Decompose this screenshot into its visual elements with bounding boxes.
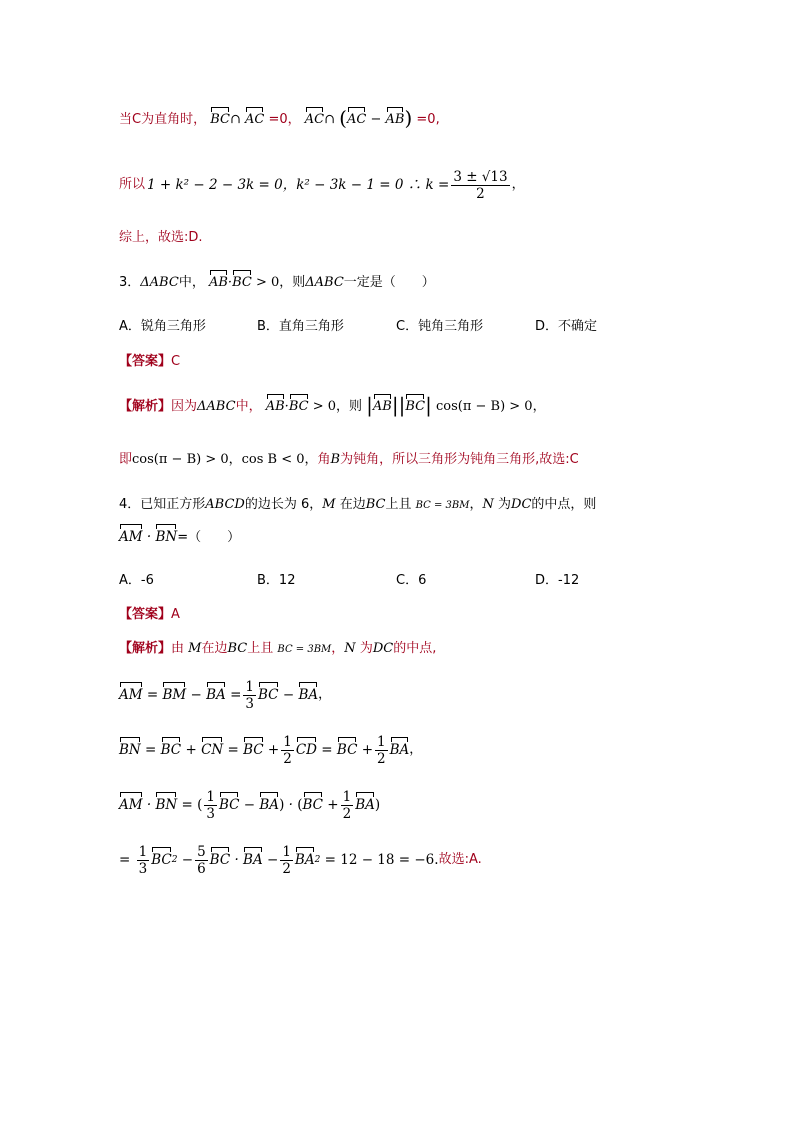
text-eq-zero-2: =0,: [416, 112, 440, 127]
q3-analysis-in: 中，: [235, 399, 262, 414]
q4-analysis-tag: 【解析】: [119, 641, 172, 656]
q3-triangle-2: ΔABC: [305, 275, 344, 290]
text-eq-zero-1: =0，: [268, 112, 301, 127]
q4-eq-blank: =（ ）: [177, 530, 241, 545]
q4-analysis-is: 为: [359, 641, 373, 656]
q3-analysis-gt: > 0，则: [312, 399, 362, 414]
q3-option-a: A．锐角三角形: [119, 319, 206, 334]
line-right-angle: [119, 108, 440, 130]
text-so: 所以: [119, 177, 146, 192]
q3-option-c: C．钝角三角形: [396, 319, 484, 334]
q4-analysis-by: 由: [171, 641, 185, 656]
q4-on-edge: 在边: [339, 497, 366, 512]
q4-analysis-on-edge: 在边: [201, 641, 228, 656]
q3-option-d: D．不确定: [535, 319, 598, 334]
q4-step-final: = $\frac{1}{3}$ BC 2 − $\frac{5}{6}$ BC · BA − $\frac{1}{2}$ BA 2 = 12 − 18 = −6. 故选:A.: [119, 843, 482, 877]
q4-bc: BC: [365, 497, 386, 512]
q3-analysis-1: [119, 395, 546, 417]
q3-tail: 一定是（ ）: [343, 275, 435, 290]
question-3: [119, 273, 435, 293]
q4-final-value: = 12 − 18 = −6.: [324, 852, 439, 868]
q3-analysis-expr: AB·BC: [266, 399, 309, 414]
q3-analysis-2: [119, 450, 579, 470]
q3-analysis-result: 为钝角，所以三角形为钝角三角形,故选:C: [340, 452, 579, 467]
q4-square: ABCD: [205, 497, 245, 512]
q4-prefix: 4．已知正方形: [119, 497, 206, 512]
q4-answer: [119, 605, 180, 625]
line-so-k: 所以 1 + k² − 2 − 3k = 0，k² − 3k − 1 = 0 ∴ k = $\frac{3 \pm √13}{2}$ ，: [119, 168, 525, 202]
q3-analysis-ie: 即: [119, 452, 133, 467]
q4-option-a: A．-6: [119, 573, 154, 588]
q3-triangle: ΔABC: [140, 275, 179, 290]
q3-analysis-abs: |AB||BC|: [366, 393, 432, 417]
q4-analysis-n: N: [344, 641, 356, 656]
q4-analysis-m: M: [188, 641, 202, 656]
q4-analysis-1: [119, 639, 436, 660]
expr-bc-dot-ac: BC∩ AC: [210, 112, 264, 127]
q3-analysis-b: B: [330, 452, 341, 467]
q3-analysis-triangle: ΔABC: [197, 399, 236, 414]
q4-step-am: AM = BM − BA = $\frac{1}{3}$ BC − BA ，: [119, 678, 332, 712]
q4-answer-tag: 【答案】: [119, 607, 172, 622]
q4-side: 的边长为 6，: [244, 497, 323, 512]
q4-dc: DC: [511, 497, 532, 512]
q4-expression: [119, 527, 240, 548]
text-when-right: 当C为直角时，: [119, 112, 207, 127]
q4-analysis-bc: BC: [227, 641, 248, 656]
q4-and: 上且: [385, 497, 412, 512]
q4-n: N: [482, 497, 494, 512]
q4-answer-value: A: [171, 607, 180, 622]
q3-answer-value: C: [171, 354, 181, 369]
q3-analysis-angle: 角: [317, 452, 331, 467]
q4-option-c: C．6: [396, 573, 427, 588]
q4-analysis-rel: BC = 3BM: [277, 644, 332, 655]
q3-analysis-tag: 【解析】: [119, 399, 172, 414]
question-4: [119, 495, 596, 516]
q4-m: M: [322, 497, 336, 512]
q4-midpoint: 的中点，则: [531, 497, 597, 512]
q3-analysis-cos2: cos(π − B) > 0，cos B < 0，: [132, 452, 318, 467]
fraction-k-num: 3 ± √13: [453, 168, 508, 185]
q4-rel: BC = 3BM: [415, 500, 470, 511]
q3-number: 3．: [119, 275, 141, 290]
q3-mid: 中，: [178, 275, 205, 290]
q4-step-product: AM · BN = ( $\frac{1}{3}$ BC − BA ) · ( BC + $\frac{1}{2}$ BA ): [119, 788, 381, 822]
q3-answer: [119, 352, 180, 372]
q4-comma: ，: [469, 497, 483, 512]
q3-expr: AB·BC: [209, 275, 252, 290]
q4-option-d: D．-12: [535, 573, 580, 588]
q3-then: ，则: [279, 275, 306, 290]
q4-am-bn: AM · BN: [119, 529, 178, 545]
q4-analysis-and: 上且: [247, 641, 274, 656]
q4-option-b: B．12: [257, 573, 296, 588]
q3-analysis-cos: cos(π − B) > 0，: [435, 399, 546, 414]
q4-step-bn: BN = BC + CN = BC + $\frac{1}{2}$ CD = BC + $\frac{1}{2}$ BA ，: [119, 733, 423, 767]
q4-is: 为: [498, 497, 512, 512]
fraction-k-den: 2: [476, 185, 485, 202]
q4-analysis-comma: ，: [331, 641, 345, 656]
equation-k: 1 + k² − 2 − 3k = 0，k² − 3k − 1 = 0 ∴ k =: [147, 177, 450, 193]
fraction-k: [451, 169, 509, 202]
q3-cond: > 0: [255, 275, 280, 290]
q3-option-b: B．直角三角形: [257, 319, 344, 334]
q3-answer-tag: 【答案】: [119, 354, 172, 369]
q4-analysis-midpoint: 的中点,: [393, 641, 437, 656]
expr-ac-dot-diff: AC∩ (AC − AB): [304, 106, 413, 130]
q3-analysis-because: 因为: [171, 399, 198, 414]
q4-analysis-dc: DC: [372, 641, 394, 656]
line-conclusion: 综上，故选:D.: [119, 230, 203, 245]
q4-final-choose: 故选:A.: [438, 852, 482, 867]
